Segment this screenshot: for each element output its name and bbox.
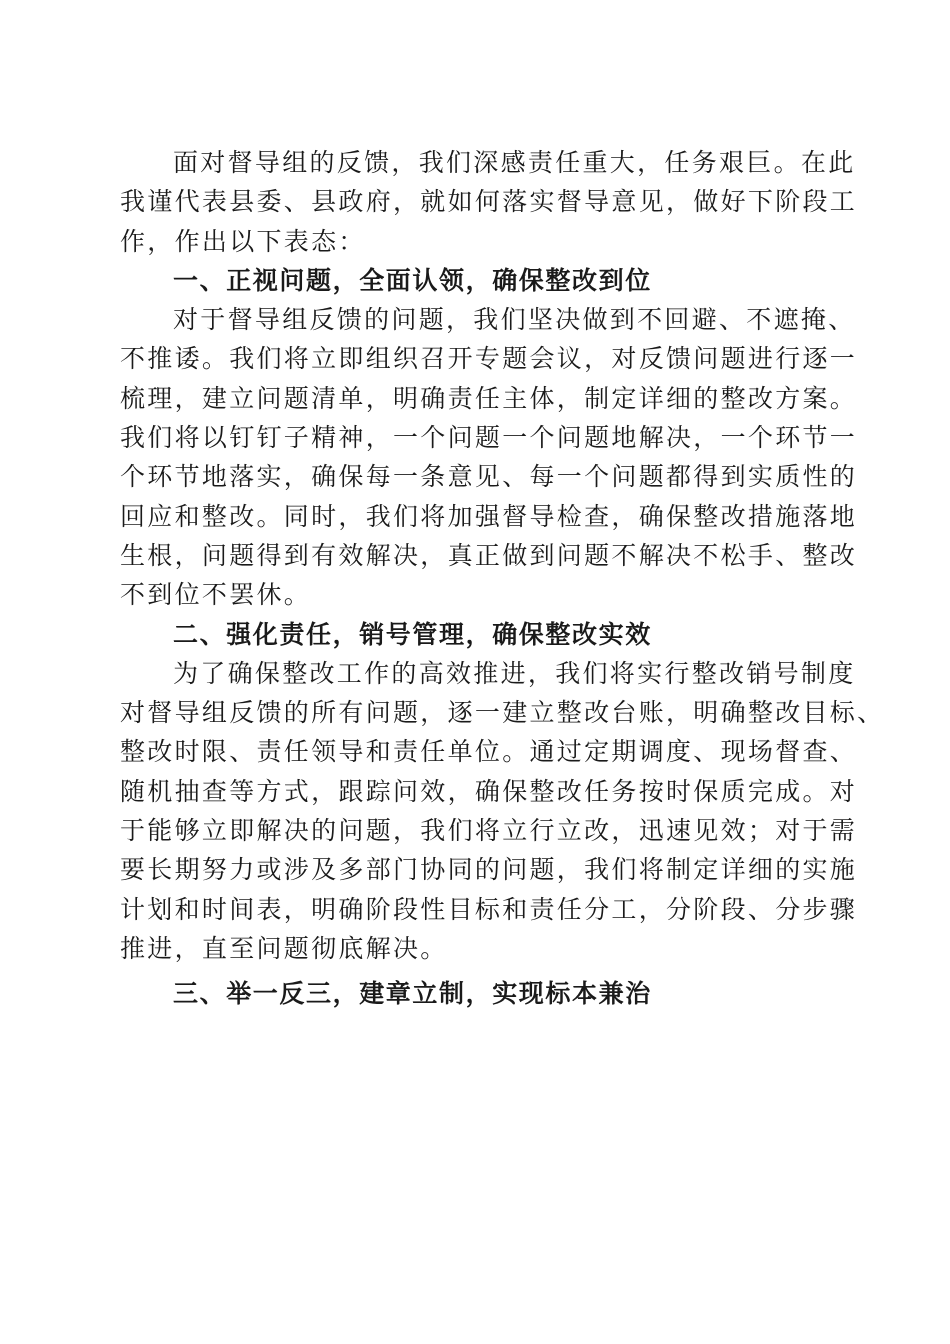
intro-line: 面对督导组的反馈，我们深感责任重大，任务艰巨。在此 xyxy=(173,148,856,177)
section1-line: 不到位不罢休。 xyxy=(120,580,312,610)
section2-line: 随机抽查等方式，跟踪问效，确保整改任务按时保质完成。对 xyxy=(120,776,858,806)
section2-line: 计划和时间表，明确阶段性目标和责任分工，分阶段、分步骤 xyxy=(120,894,858,924)
document-body xyxy=(120,143,885,1014)
section-heading-3: 三、举一反三，建章立制，实现标本兼治 xyxy=(173,979,652,1009)
section1-line: 个环节地落实，确保每一条意见、每一个问题都得到实质性的 xyxy=(120,462,858,492)
section2-line: 整改时限、责任领导和责任单位。通过定期调度、现场督查、 xyxy=(120,737,858,767)
section-heading-1: 一、正视问题，全面认领，确保整改到位 xyxy=(173,265,652,295)
section2-line: 于能够立即解决的问题，我们将立行立改，迅速见效；对于需 xyxy=(120,816,858,846)
section2-line: 为了确保整改工作的高效推进，我们将实行整改销号制度 xyxy=(173,658,856,688)
section2-line: 要长期努力或涉及多部门协同的问题，我们将制定详细的实施 xyxy=(120,855,858,885)
section1-line: 我们将以钉钉子精神，一个问题一个问题地解决，一个环节一 xyxy=(120,423,858,453)
section2-line: 对督导组反馈的所有问题，逐一建立整改台账，明确整改目标、 xyxy=(120,698,885,728)
section1-line: 对于督导组反馈的问题，我们坚决做到不回避、不遮掩、 xyxy=(173,305,856,335)
section-heading-2: 二、强化责任，销号管理，确保整改实效 xyxy=(173,619,652,649)
intro-line: 作，作出以下表态： xyxy=(120,226,366,256)
intro-line: 我谨代表县委、县政府，就如何落实督导意见，做好下阶段工 xyxy=(120,187,858,217)
section1-line: 回应和整改。同时，我们将加强督导检查，确保整改措施落地 xyxy=(120,501,858,531)
section1-line: 梳理，建立问题清单，明确责任主体，制定详细的整改方案。 xyxy=(120,383,858,413)
section2-line: 推进，直至问题彻底解决。 xyxy=(120,933,448,963)
section1-line: 生根，问题得到有效解决，真正做到问题不解决不松手、整改 xyxy=(120,540,858,570)
section1-line: 不推诿。我们将立即组织召开专题会议，对反馈问题进行逐一 xyxy=(120,344,858,374)
